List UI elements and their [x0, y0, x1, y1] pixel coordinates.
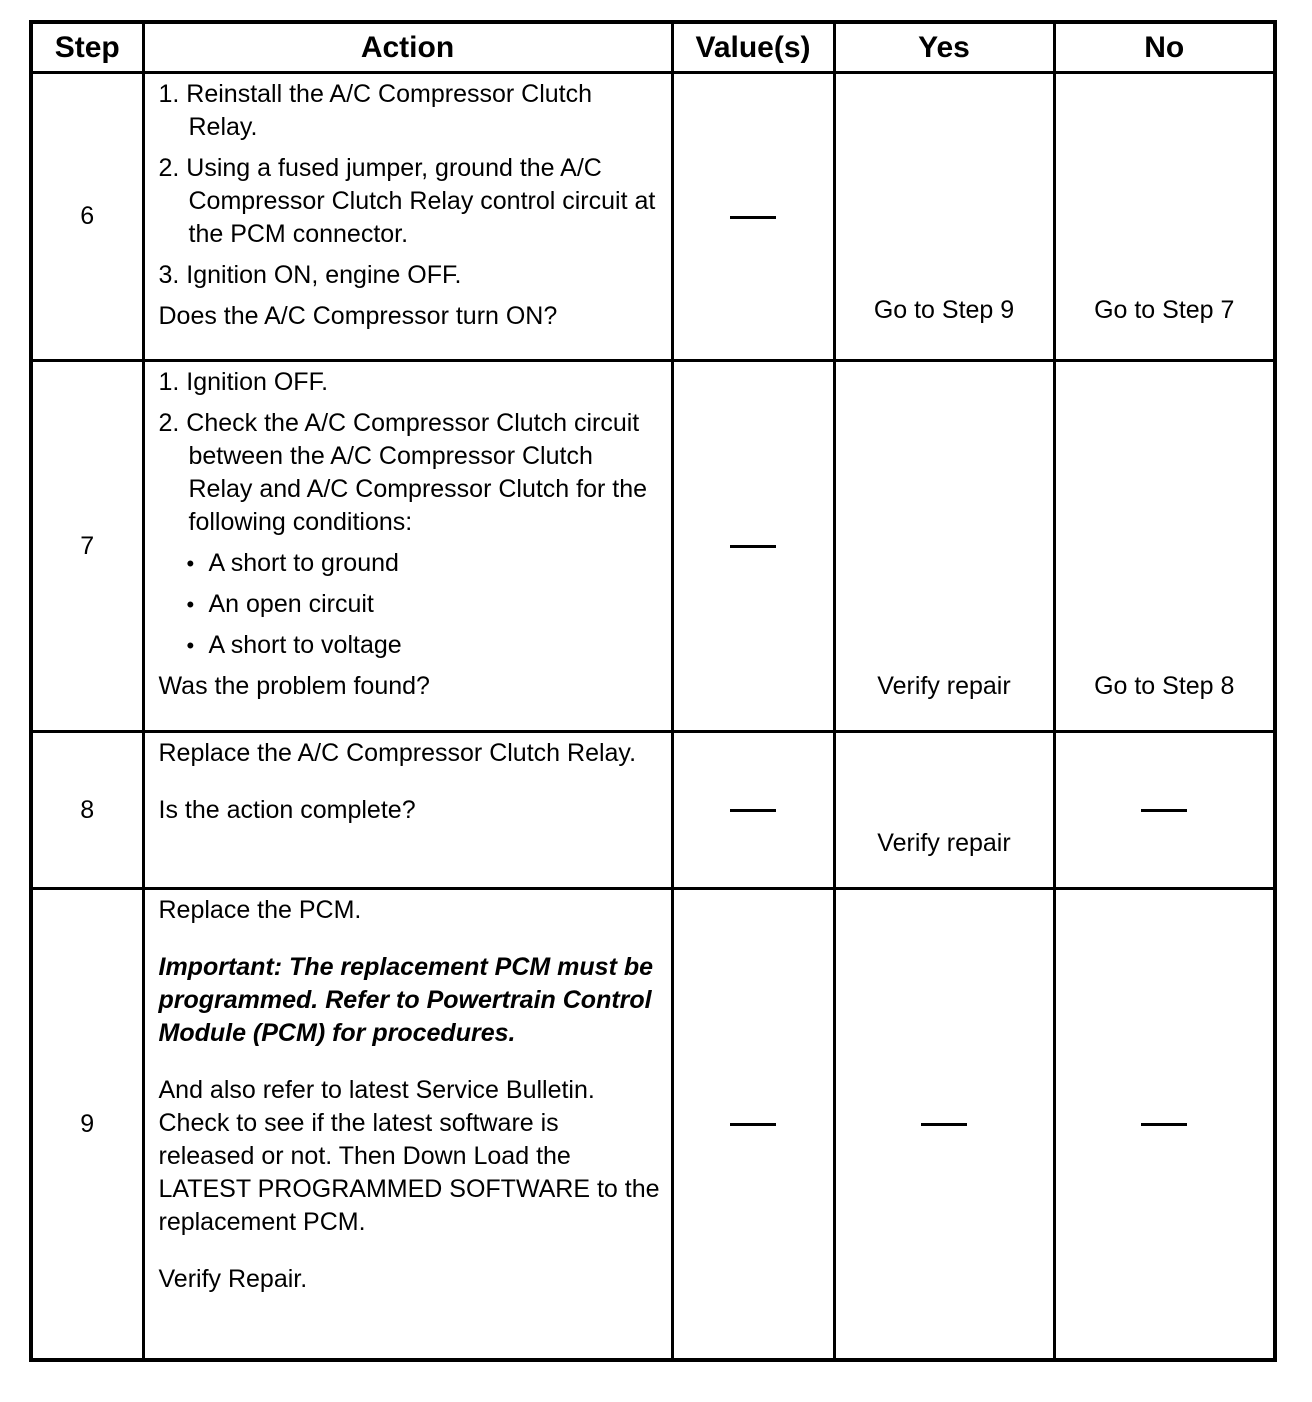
header-row [31, 22, 1275, 73]
dash-mark [730, 545, 776, 548]
no-cell [1054, 732, 1275, 889]
table-row-step-8 [31, 732, 1275, 889]
action-item: 1. Ignition OFF. [158, 368, 329, 396]
step-number: 8 [31, 732, 143, 889]
action-text: Replace the PCM. [158, 896, 362, 924]
values-cell [672, 73, 834, 361]
diagnostic-table [29, 20, 1277, 1362]
header-values: Value(s) [672, 22, 834, 73]
dash-mark [921, 1123, 967, 1126]
action-item: 3. Ignition ON, engine OFF. [158, 261, 462, 289]
dash-mark [730, 216, 776, 219]
action-item: 2. Using a fused jumper, ground the A/C Compressor Clutch Relay control circuit at the PCM connector. [158, 154, 656, 248]
header-action: Action [143, 22, 672, 73]
step-number: 9 [31, 889, 143, 1361]
condition-bullet: • A short to ground [159, 547, 661, 580]
condition-bullet: • An open circuit [159, 588, 661, 621]
yes-cell [834, 732, 1054, 889]
no-outcome: Go to Step 7 [1094, 296, 1235, 324]
verify-text: Verify Repair. [158, 1265, 308, 1293]
no-cell [1054, 361, 1275, 732]
action-question: Does the A/C Compressor turn ON? [158, 302, 558, 330]
no-cell [1054, 889, 1275, 1361]
yes-cell [834, 889, 1054, 1361]
action-question: Was the problem found? [158, 672, 430, 700]
yes-outcome: Verify repair [877, 672, 1011, 700]
values-cell [672, 361, 834, 732]
important-note: Important: The replacement PCM must be programmed. Refer to Powertrain Control Module (PCM) for procedures. [158, 953, 654, 1047]
action-item: 2. Check the A/C Compressor Clutch circuit between the A/C Compressor Clutch Relay and A/C Compressor Clutch for the following conditions: [158, 409, 648, 536]
header-step: Step [31, 22, 143, 73]
action-question: Is the action complete? [158, 796, 416, 824]
table-row-step-7 [31, 361, 1275, 732]
no-cell [1054, 73, 1275, 361]
action-cell [143, 361, 672, 732]
yes-cell [834, 73, 1054, 361]
action-cell [143, 889, 672, 1361]
dash-mark [1141, 809, 1187, 812]
values-cell [672, 732, 834, 889]
yes-cell [834, 361, 1054, 732]
action-text: Replace the A/C Compressor Clutch Relay. [158, 739, 637, 767]
action-cell [143, 73, 672, 361]
table-row-step-9 [31, 889, 1275, 1361]
dash-mark [1141, 1123, 1187, 1126]
dash-mark [730, 809, 776, 812]
condition-bullet: • A short to voltage [159, 629, 661, 662]
header-yes: Yes [834, 22, 1054, 73]
step-number: 7 [31, 361, 143, 732]
no-outcome: Go to Step 8 [1094, 672, 1235, 700]
yes-outcome: Go to Step 9 [873, 296, 1015, 324]
values-cell [672, 889, 834, 1361]
action-cell [143, 732, 672, 889]
step-number: 6 [31, 73, 143, 361]
dash-mark [730, 1123, 776, 1126]
table-row-step-6 [31, 73, 1275, 361]
action-item: 1. Reinstall the A/C Compressor Clutch Relay. [158, 80, 593, 141]
service-bulletin-note: And also refer to latest Service Bulletin. Check to see if the latest software is released or not. Then Down Load the LATEST PROGRAMMED SOFTWARE to the replacement PCM. [158, 1076, 660, 1236]
yes-outcome: Verify repair [877, 829, 1011, 857]
header-no: No [1054, 22, 1275, 73]
